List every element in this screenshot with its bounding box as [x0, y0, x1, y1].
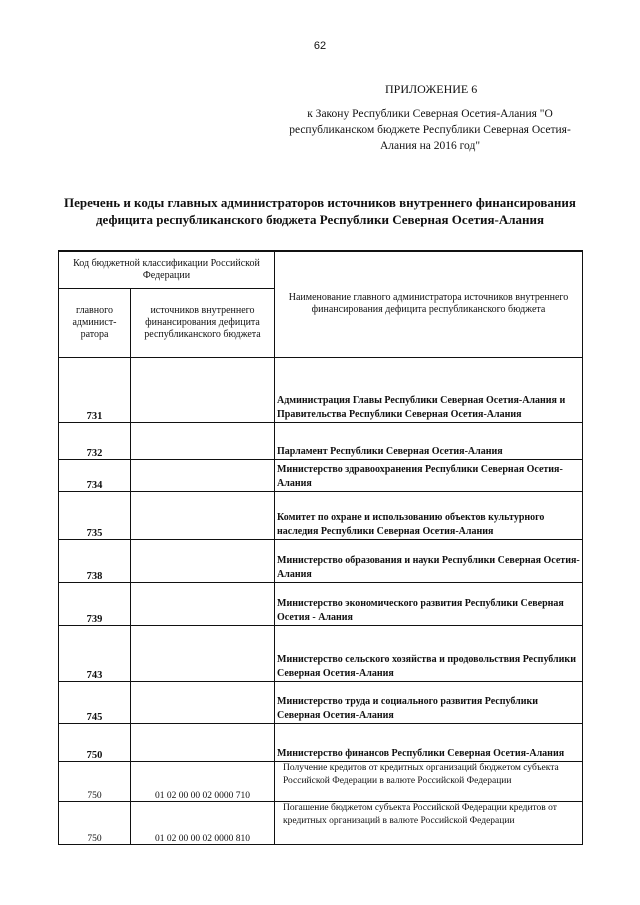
administrator-name: Получение кредитов от кредитных организаций бюджетом субъекта Российской Федерации в валюте Российской Федерации	[275, 761, 583, 801]
page-number: 62	[313, 40, 327, 52]
admin-code: 750	[59, 761, 131, 801]
source-code	[131, 491, 275, 539]
admin-code: 738	[59, 539, 131, 582]
source-code: 01 02 00 00 02 0000 710	[131, 761, 275, 801]
admin-code: 745	[59, 681, 131, 723]
admin-code: 750	[59, 801, 131, 844]
table-row	[59, 539, 583, 582]
source-code	[131, 625, 275, 681]
source-code: 01 02 00 00 02 0000 810	[131, 801, 275, 844]
table-row	[59, 681, 583, 723]
table-row	[59, 491, 583, 539]
header-administrator-name: Наименование главного администратора источников внутреннего финансирования дефицита республиканского бюджета	[275, 251, 583, 357]
administrator-name: Министерство здравоохранения Республики Северная Осетия-Алания	[275, 459, 583, 491]
source-code	[131, 539, 275, 582]
table-row	[59, 357, 583, 422]
appendix-subtitle: к Закону Республики Северная Осетия-Алания "О республиканском бюджете Республики Северная Осетия-Алания на 2016 год"	[289, 108, 571, 152]
source-code	[131, 723, 275, 761]
administrator-name: Администрация Главы Республики Северная Осетия-Алания и Правительства Республики Северная Осетия-Алания	[275, 357, 583, 422]
administrators-table	[58, 250, 583, 845]
table-row	[59, 761, 583, 801]
source-code	[131, 357, 275, 422]
table-row	[59, 625, 583, 681]
administrator-name: Парламент Республики Северная Осетия-Алания	[275, 422, 583, 459]
source-code	[131, 422, 275, 459]
header-source-code: источников внутреннего финансирования дефицита республиканского бюджета	[131, 288, 275, 357]
table-row	[59, 582, 583, 625]
admin-code: 743	[59, 625, 131, 681]
table-row	[59, 723, 583, 761]
table-row	[59, 801, 583, 844]
administrator-name: Министерство экономического развития Республики Северная Осетия - Алания	[275, 582, 583, 625]
admin-code: 731	[59, 357, 131, 422]
admin-code: 732	[59, 422, 131, 459]
source-code	[131, 459, 275, 491]
administrator-name: Погашение бюджетом субъекта Российской Федерации кредитов от кредитных организаций в валюте Российской Федерации	[275, 801, 583, 844]
document-title: Перечень и коды главных администраторов источников внутреннего финансирования дефицита республиканского бюджета Республики Северная Осетия-Алания	[64, 195, 576, 227]
admin-code: 734	[59, 459, 131, 491]
administrator-name: Министерство сельского хозяйства и продовольствия Республики Северная Осетия-Алания	[275, 625, 583, 681]
table-row	[59, 459, 583, 491]
header-admin-code: главного админист-ратора	[59, 288, 131, 357]
admin-code: 735	[59, 491, 131, 539]
administrator-name: Министерство образования и науки Республики Северная Осетия-Алания	[275, 539, 583, 582]
header-budget-classification: Код бюджетной классификации Российской Федерации	[59, 251, 275, 288]
source-code	[131, 582, 275, 625]
table-header	[59, 251, 583, 357]
admin-code: 750	[59, 723, 131, 761]
source-code	[131, 681, 275, 723]
table-row	[59, 422, 583, 459]
administrator-name: Министерство труда и социального развития Республики Северная Осетия-Алания	[275, 681, 583, 723]
appendix-title: ПРИЛОЖЕНИЕ 6	[385, 82, 478, 96]
administrator-name: Комитет по охране и использованию объектов культурного наследия Республики Северная Осетия-Алания	[275, 491, 583, 539]
admin-code: 739	[59, 582, 131, 625]
administrator-name: Министерство финансов Республики Северная Осетия-Алания	[275, 723, 583, 761]
